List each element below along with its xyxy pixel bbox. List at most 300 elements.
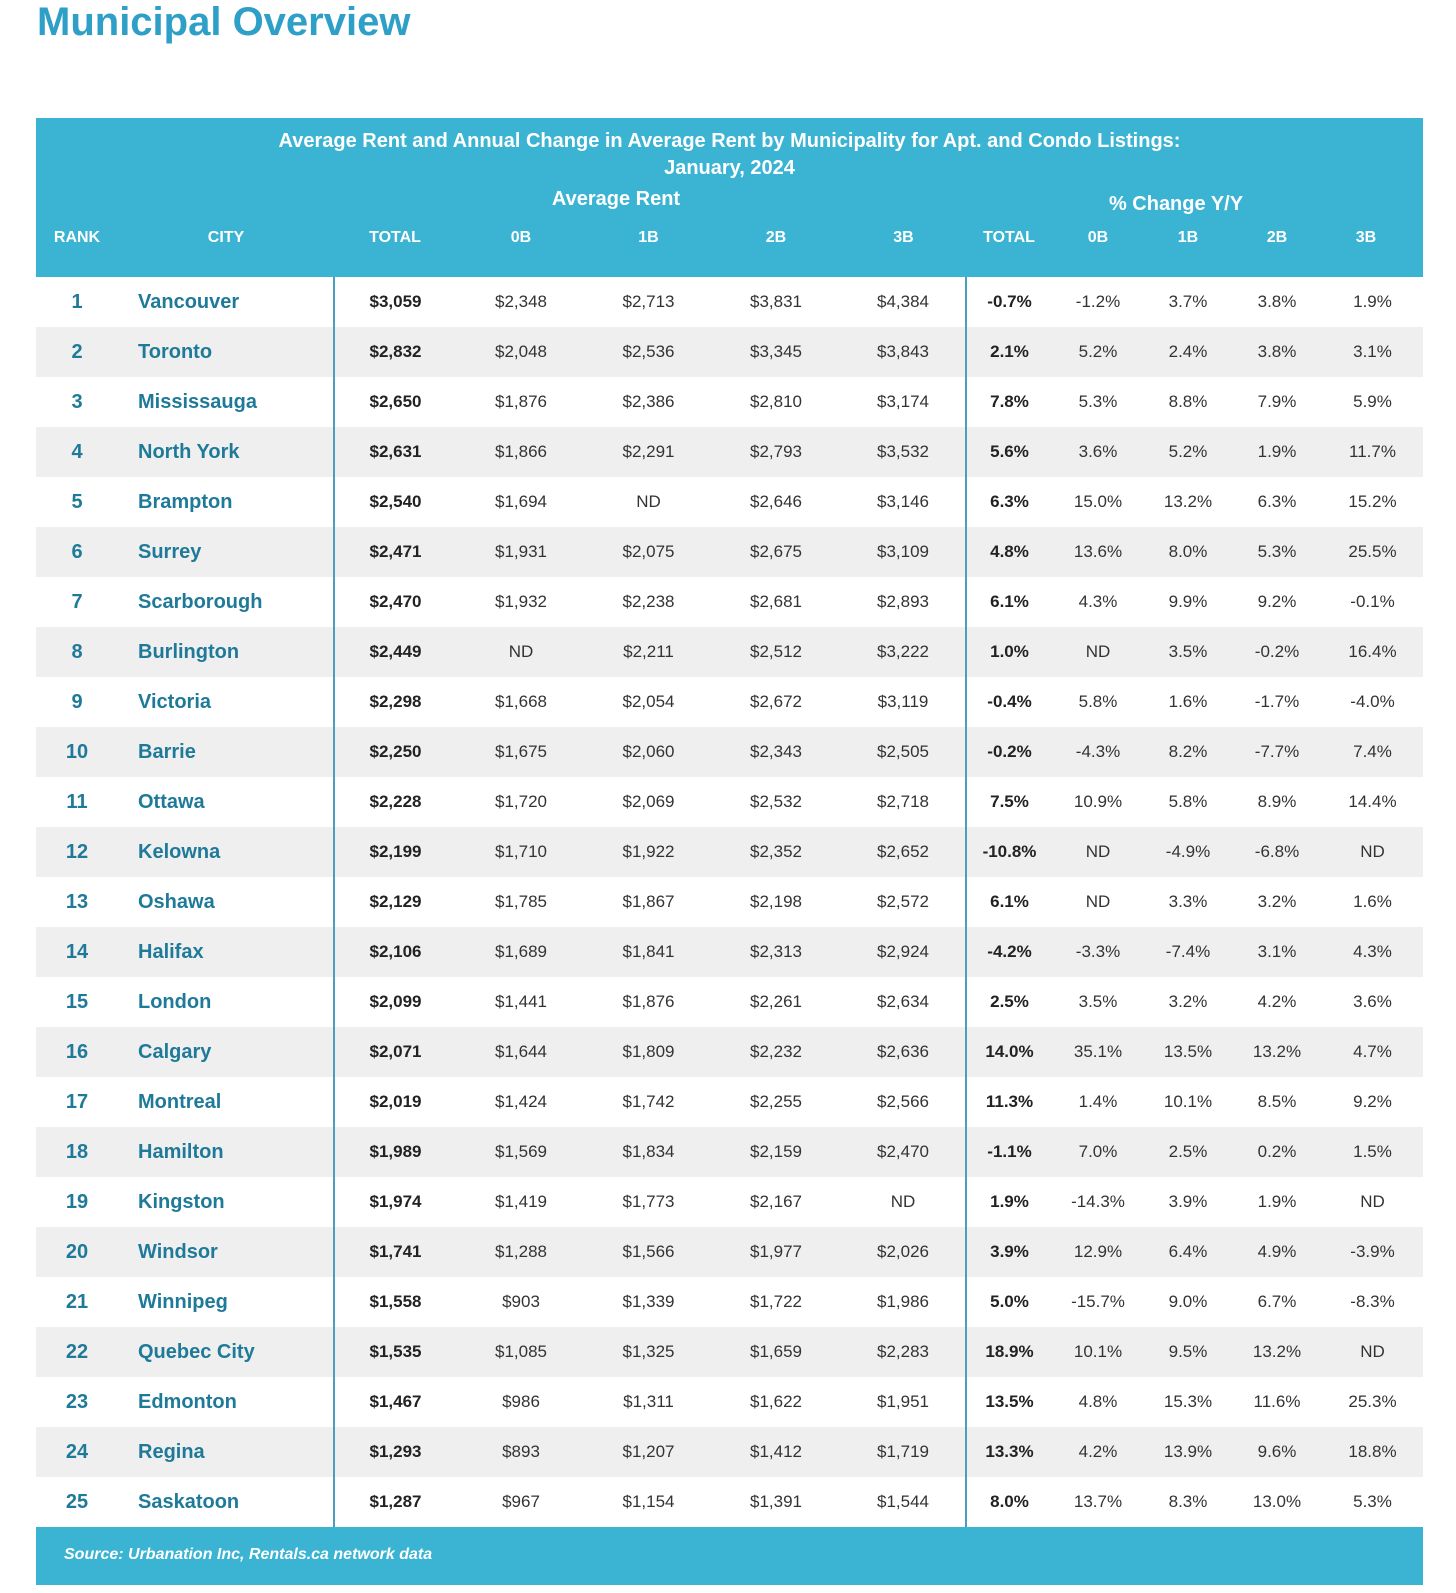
cell-city: Mississauga xyxy=(138,390,257,413)
cell-rank: 3 xyxy=(71,390,83,413)
cell-2b-change: -1.7% xyxy=(1254,692,1300,711)
cell-3b-rent: $3,119 xyxy=(877,692,929,711)
page-title: Municipal Overview xyxy=(37,0,411,44)
cell-1b-rent: $2,060 xyxy=(586,727,711,777)
cell-total-rent: $2,071 xyxy=(334,1027,456,1077)
table-row xyxy=(36,1177,1423,1227)
cell-0b-rent: $986 xyxy=(502,1392,540,1411)
cell-0b-change: 4.8% xyxy=(1078,1392,1118,1411)
cell-3b-change: 14.4% xyxy=(1348,792,1397,811)
table-title-line1: Average Rent and Annual Change in Average Rent by Municipality for Apt. and Condo Listings: xyxy=(278,130,1181,152)
cell-0b-change: 4.2% xyxy=(1052,1427,1144,1477)
cell-total-rent: $1,974 xyxy=(334,1177,456,1227)
cell-total-change: 18.9% xyxy=(966,1327,1052,1377)
data-table xyxy=(36,277,1423,1527)
cell-0b-change: -3.3% xyxy=(1052,927,1144,977)
cell-rank: 14 xyxy=(36,927,118,977)
cell-total-rent: $2,106 xyxy=(334,927,456,977)
table-row xyxy=(36,1477,1423,1527)
cell-1b-change: 3.3% xyxy=(1168,892,1208,911)
cell-total-change: 1.0% xyxy=(966,627,1052,677)
cell-3b-change: 1.5% xyxy=(1322,1127,1423,1177)
cell-1b-change: 3.9% xyxy=(1168,1192,1208,1211)
cell-city: Halifax xyxy=(118,927,334,977)
table-row xyxy=(36,527,1423,577)
cell-total-rent: $2,540 xyxy=(334,477,456,527)
cell-1b-change: -7.4% xyxy=(1144,927,1232,977)
cell-1b-change: 10.1% xyxy=(1163,1092,1213,1111)
cell-total-change: -0.2% xyxy=(966,727,1052,777)
cell-1b-rent: $2,069 xyxy=(622,792,675,811)
cell-3b-rent: $1,951 xyxy=(877,1392,929,1411)
cell-total-change: 6.1% xyxy=(966,877,1052,927)
cell-total-rent: $1,467 xyxy=(334,1377,456,1427)
cell-city: Burlington xyxy=(118,627,334,677)
cell-3b-change: 1.9% xyxy=(1353,292,1392,311)
table-row xyxy=(36,427,1423,477)
cell-total-change: -0.4% xyxy=(966,677,1052,727)
rent-table xyxy=(36,118,1423,1585)
cell-city: Kingston xyxy=(138,1190,225,1213)
cell-2b-rent: $2,793 xyxy=(711,427,841,477)
cell-total-change: 1.9% xyxy=(966,1177,1052,1227)
cell-2b-rent: $1,659 xyxy=(711,1327,841,1377)
cell-3b-rent: $2,566 xyxy=(877,1092,929,1111)
cell-0b-rent: $1,668 xyxy=(495,692,547,711)
cell-1b-change: 1.6% xyxy=(1168,692,1208,711)
cell-total-change: 2.1% xyxy=(966,327,1052,377)
cell-1b-rent: $1,742 xyxy=(622,1092,675,1111)
cell-3b-rent: $2,893 xyxy=(877,592,929,611)
cell-0b-rent: $1,424 xyxy=(495,1092,547,1111)
cell-3b-change: -4.0% xyxy=(1350,692,1395,711)
cell-1b-rent: $2,291 xyxy=(586,427,711,477)
cell-3b-change: 7.4% xyxy=(1322,727,1423,777)
col-header-1b-change: 1B xyxy=(1177,229,1199,246)
cell-0b-change: -15.7% xyxy=(1071,1292,1125,1311)
cell-0b-rent: $1,866 xyxy=(456,427,586,477)
cell-total-rent: $2,250 xyxy=(334,727,456,777)
cell-rank: 13 xyxy=(65,890,89,913)
cell-2b-rent: $2,167 xyxy=(750,1192,802,1211)
cell-2b-change: 3.8% xyxy=(1232,327,1322,377)
cell-1b-change: 8.8% xyxy=(1168,392,1208,411)
cell-3b-change: 4.3% xyxy=(1322,927,1423,977)
cell-total-change: -0.7% xyxy=(966,277,1052,327)
col-header-total-rent: TOTAL xyxy=(369,229,421,246)
cell-2b-rent: $1,722 xyxy=(750,1292,802,1311)
cell-rank: 7 xyxy=(71,590,83,613)
table-footer xyxy=(36,1527,1423,1585)
cell-total-rent: $2,228 xyxy=(334,777,456,827)
cell-3b-change: 25.5% xyxy=(1322,527,1423,577)
cell-2b-change: 3.8% xyxy=(1257,292,1297,311)
cell-city: Calgary xyxy=(118,1027,334,1077)
cell-3b-change: ND xyxy=(1322,1327,1423,1377)
cell-0b-change: 5.8% xyxy=(1078,692,1118,711)
cell-3b-change: 25.3% xyxy=(1348,1392,1397,1411)
cell-rank: 18 xyxy=(36,1127,118,1177)
cell-1b-rent: $1,876 xyxy=(622,992,675,1011)
cell-1b-change: 13.5% xyxy=(1144,1027,1232,1077)
col-header-city: CITY xyxy=(207,229,245,246)
table-row xyxy=(36,1427,1423,1477)
col-header-0b-rent: 0B xyxy=(510,229,532,246)
cell-1b-rent: $1,773 xyxy=(622,1192,675,1211)
cell-1b-change: 8.3% xyxy=(1168,1492,1208,1511)
cell-2b-rent: $2,512 xyxy=(711,627,841,677)
cell-0b-rent: $903 xyxy=(502,1292,540,1311)
table-row xyxy=(36,477,1423,527)
cell-0b-rent: $1,644 xyxy=(456,1027,586,1077)
col-header-2b-change: 2B xyxy=(1266,229,1288,246)
col-header-total-change: TOTAL xyxy=(983,229,1035,246)
cell-total-rent: $1,989 xyxy=(334,1127,456,1177)
cell-total-rent: $1,535 xyxy=(334,1327,456,1377)
table-row xyxy=(36,777,1423,827)
cell-total-change: 6.3% xyxy=(966,477,1052,527)
cell-3b-change: 1.6% xyxy=(1353,892,1392,911)
cell-city: North York xyxy=(118,427,334,477)
table-row xyxy=(36,1127,1423,1177)
cell-0b-rent: $1,931 xyxy=(456,527,586,577)
cell-2b-change: 13.2% xyxy=(1232,1027,1322,1077)
group-header-change: % Change Y/Y xyxy=(1108,193,1244,215)
cell-0b-change: -14.3% xyxy=(1071,1192,1125,1211)
cell-0b-change: 4.3% xyxy=(1078,592,1118,611)
cell-1b-change: 5.2% xyxy=(1144,427,1232,477)
cell-2b-change: 11.6% xyxy=(1253,1392,1301,1411)
cell-city: London xyxy=(138,990,212,1013)
cell-1b-change: 13.9% xyxy=(1144,1427,1232,1477)
cell-total-change: 5.6% xyxy=(966,427,1052,477)
cell-city: Oshawa xyxy=(138,890,215,913)
cell-city: Saskatoon xyxy=(138,1490,240,1513)
cell-total-change: 8.0% xyxy=(966,1477,1052,1527)
cell-0b-change: ND xyxy=(1085,892,1111,911)
table-title-line2: January, 2024 xyxy=(664,157,795,179)
cell-2b-rent: $3,831 xyxy=(750,292,802,311)
cell-0b-change: 3.5% xyxy=(1078,992,1118,1011)
table-row xyxy=(36,627,1423,677)
cell-total-rent: $2,650 xyxy=(334,377,456,427)
cell-2b-change: -6.8% xyxy=(1232,827,1322,877)
cell-total-rent: $2,832 xyxy=(334,327,456,377)
cell-rank: 17 xyxy=(65,1090,89,1113)
cell-rank: 5 xyxy=(71,490,83,513)
cell-0b-rent: $1,876 xyxy=(495,392,547,411)
cell-1b-change: -4.9% xyxy=(1144,827,1232,877)
cell-rank: 10 xyxy=(36,727,118,777)
cell-3b-change: 11.7% xyxy=(1322,427,1423,477)
cell-city: Surrey xyxy=(118,527,334,577)
cell-3b-rent: $2,026 xyxy=(841,1227,966,1277)
col-header-2b-rent: 2B xyxy=(765,229,787,246)
cell-1b-rent: $1,867 xyxy=(622,892,675,911)
cell-rank: 23 xyxy=(65,1390,89,1413)
table-row xyxy=(36,827,1423,877)
table-row xyxy=(36,727,1423,777)
table-row xyxy=(36,1327,1423,1377)
col-header-rank: RANK xyxy=(53,229,101,246)
cell-3b-rent: $3,843 xyxy=(841,327,966,377)
cell-2b-rent: $1,622 xyxy=(750,1392,802,1411)
cell-3b-change: 15.2% xyxy=(1348,492,1397,511)
cell-2b-change: -0.2% xyxy=(1232,627,1322,677)
cell-0b-change: 15.0% xyxy=(1073,492,1123,511)
cell-1b-rent: $1,841 xyxy=(586,927,711,977)
cell-1b-rent: $2,075 xyxy=(586,527,711,577)
table-row xyxy=(36,277,1423,327)
cell-rank: 15 xyxy=(65,990,89,1013)
cell-0b-change: 5.3% xyxy=(1078,392,1118,411)
cell-1b-rent: $1,311 xyxy=(623,1392,674,1411)
cell-city: Toronto xyxy=(118,327,334,377)
cell-2b-change: 7.9% xyxy=(1257,392,1297,411)
cell-2b-change: 4.9% xyxy=(1232,1227,1322,1277)
cell-total-change: 7.8% xyxy=(966,377,1052,427)
cell-1b-rent: $2,211 xyxy=(586,627,711,677)
cell-3b-rent: $3,222 xyxy=(841,627,966,677)
cell-3b-rent: $2,924 xyxy=(841,927,966,977)
cell-0b-rent: $967 xyxy=(502,1492,540,1511)
cell-2b-change: 8.9% xyxy=(1257,792,1297,811)
cell-city: Victoria xyxy=(138,690,211,713)
cell-0b-change: 35.1% xyxy=(1052,1027,1144,1077)
cell-0b-change: ND xyxy=(1052,827,1144,877)
cell-3b-change: ND xyxy=(1360,1192,1385,1211)
cell-city: Montreal xyxy=(138,1090,222,1113)
cell-1b-change: 3.2% xyxy=(1168,992,1208,1011)
cell-3b-rent: $3,109 xyxy=(841,527,966,577)
cell-1b-rent: $1,566 xyxy=(586,1227,711,1277)
cell-total-rent: $2,129 xyxy=(334,877,456,927)
cell-1b-rent: $1,339 xyxy=(622,1292,675,1311)
col-header-1b-rent: 1B xyxy=(638,229,659,246)
cell-rank: 4 xyxy=(36,427,118,477)
cell-city: Kelowna xyxy=(118,827,334,877)
cell-total-change: 13.3% xyxy=(966,1427,1052,1477)
cell-total-change: 11.3% xyxy=(966,1077,1052,1127)
cell-total-rent: $2,631 xyxy=(334,427,456,477)
cell-3b-rent: $2,505 xyxy=(841,727,966,777)
cell-total-change: -10.8% xyxy=(966,827,1052,877)
cell-total-change: 7.5% xyxy=(966,777,1052,827)
cell-0b-change: 5.2% xyxy=(1052,327,1144,377)
cell-1b-rent: $1,834 xyxy=(586,1127,711,1177)
cell-0b-rent: $1,689 xyxy=(456,927,586,977)
cell-3b-change: 3.1% xyxy=(1322,327,1423,377)
cell-3b-rent: $4,384 xyxy=(877,292,929,311)
cell-2b-change: 5.3% xyxy=(1232,527,1322,577)
cell-total-rent: $2,471 xyxy=(334,527,456,577)
table-row xyxy=(36,577,1423,627)
cell-rank: 6 xyxy=(36,527,118,577)
cell-city: Brampton xyxy=(138,490,233,513)
cell-2b-rent: $2,352 xyxy=(711,827,841,877)
cell-3b-rent: $3,532 xyxy=(841,427,966,477)
cell-1b-change: 9.5% xyxy=(1144,1327,1232,1377)
table-title xyxy=(36,128,1423,182)
cell-2b-rent: $2,681 xyxy=(750,592,802,611)
cell-3b-rent: $2,634 xyxy=(877,992,929,1011)
cell-3b-change: 4.7% xyxy=(1322,1027,1423,1077)
cell-3b-change: 3.6% xyxy=(1353,992,1392,1011)
cell-2b-rent: $2,255 xyxy=(750,1092,802,1111)
cell-1b-change: 15.3% xyxy=(1163,1392,1213,1411)
cell-total-change: -4.2% xyxy=(966,927,1052,977)
cell-city: Winnipeg xyxy=(138,1290,228,1313)
cell-2b-change: 9.6% xyxy=(1232,1427,1322,1477)
cell-3b-change: 5.3% xyxy=(1353,1492,1392,1511)
cell-0b-rent: $1,288 xyxy=(456,1227,586,1277)
cell-3b-change: 5.9% xyxy=(1353,392,1392,411)
cell-0b-rent: $1,085 xyxy=(456,1327,586,1377)
cell-total-rent: $1,558 xyxy=(334,1277,456,1327)
cell-total-rent: $2,019 xyxy=(334,1077,456,1127)
cell-2b-rent: $1,412 xyxy=(711,1427,841,1477)
cell-1b-rent: $1,154 xyxy=(622,1492,675,1511)
cell-1b-change: 9.9% xyxy=(1168,592,1208,611)
cell-3b-rent: $2,572 xyxy=(877,892,929,911)
cell-city: Scarborough xyxy=(138,590,263,613)
cell-rank: 21 xyxy=(65,1290,89,1313)
cell-0b-rent: $1,675 xyxy=(456,727,586,777)
cell-3b-rent: $1,986 xyxy=(877,1292,929,1311)
cell-3b-rent: $1,544 xyxy=(877,1492,929,1511)
cell-3b-change: -3.9% xyxy=(1322,1227,1423,1277)
cell-1b-change: 13.2% xyxy=(1163,492,1213,511)
cell-total-change: 4.8% xyxy=(966,527,1052,577)
cell-1b-change: 3.5% xyxy=(1144,627,1232,677)
cell-1b-change: 9.0% xyxy=(1168,1292,1208,1311)
cell-1b-rent: $1,207 xyxy=(586,1427,711,1477)
cell-rank: 11 xyxy=(66,790,88,813)
cell-0b-rent: $2,348 xyxy=(495,292,547,311)
cell-2b-rent: $2,675 xyxy=(711,527,841,577)
cell-0b-change: 1.4% xyxy=(1078,1092,1118,1111)
cell-1b-change: 6.4% xyxy=(1144,1227,1232,1277)
cell-2b-rent: $2,343 xyxy=(711,727,841,777)
cell-3b-change: 16.4% xyxy=(1322,627,1423,677)
cell-total-rent: $2,449 xyxy=(334,627,456,677)
table-row xyxy=(36,1377,1423,1427)
cell-2b-rent: $2,232 xyxy=(711,1027,841,1077)
cell-3b-change: -8.3% xyxy=(1350,1292,1395,1311)
group-header-average-rent: Average Rent xyxy=(551,188,681,210)
cell-city: Ottawa xyxy=(138,790,205,813)
table-row xyxy=(36,377,1423,427)
table-row xyxy=(36,927,1423,977)
cell-0b-change: 12.9% xyxy=(1052,1227,1144,1277)
table-header xyxy=(36,118,1423,277)
cell-total-change: 5.0% xyxy=(966,1277,1052,1327)
cell-2b-change: 1.9% xyxy=(1232,427,1322,477)
cell-city: Barrie xyxy=(118,727,334,777)
cell-3b-rent: $1,719 xyxy=(841,1427,966,1477)
cell-city: Windsor xyxy=(118,1227,334,1277)
cell-1b-rent: $2,386 xyxy=(622,392,675,411)
col-header-3b-change: 3B xyxy=(1355,229,1377,246)
cell-rank: 20 xyxy=(36,1227,118,1277)
cell-total-change: 2.5% xyxy=(966,977,1052,1027)
cell-3b-change: 18.8% xyxy=(1322,1427,1423,1477)
cell-city: Hamilton xyxy=(118,1127,334,1177)
cell-total-change: 3.9% xyxy=(966,1227,1052,1277)
cell-0b-rent: $2,048 xyxy=(456,327,586,377)
cell-0b-change: 10.9% xyxy=(1073,792,1123,811)
cell-0b-rent: $1,720 xyxy=(495,792,547,811)
cell-0b-rent: $1,569 xyxy=(456,1127,586,1177)
table-row xyxy=(36,1227,1423,1277)
cell-total-rent: $2,099 xyxy=(334,977,456,1027)
table-row xyxy=(36,1077,1423,1127)
cell-total-rent: $2,470 xyxy=(334,577,456,627)
cell-2b-change: 9.2% xyxy=(1257,592,1297,611)
cell-city: Edmonton xyxy=(138,1390,237,1413)
cell-0b-rent: $1,932 xyxy=(495,592,547,611)
cell-1b-change: 8.2% xyxy=(1144,727,1232,777)
cell-total-rent: $1,287 xyxy=(334,1477,456,1527)
cell-3b-rent: $2,636 xyxy=(841,1027,966,1077)
cell-1b-change: 3.7% xyxy=(1168,292,1208,311)
cell-rank: 25 xyxy=(65,1490,89,1513)
cell-rank: 1 xyxy=(71,290,83,313)
cell-2b-change: 13.0% xyxy=(1252,1492,1302,1511)
cell-total-rent: $3,059 xyxy=(334,277,456,327)
cell-2b-rent: $1,391 xyxy=(750,1492,802,1511)
cell-0b-rent: $893 xyxy=(456,1427,586,1477)
cell-rank: 2 xyxy=(36,327,118,377)
cell-1b-rent: $2,238 xyxy=(622,592,675,611)
cell-0b-change: 13.6% xyxy=(1052,527,1144,577)
cell-0b-change: -1.2% xyxy=(1075,292,1121,311)
cell-rank: 22 xyxy=(36,1327,118,1377)
table-row xyxy=(36,677,1423,727)
cell-0b-change: 10.1% xyxy=(1052,1327,1144,1377)
cell-1b-change: 5.8% xyxy=(1168,792,1208,811)
cell-0b-rent: $1,694 xyxy=(495,492,547,511)
cell-total-rent: $2,199 xyxy=(334,827,456,877)
cell-2b-change: 3.2% xyxy=(1257,892,1297,911)
cell-total-rent: $2,298 xyxy=(334,677,456,727)
cell-total-rent: $1,741 xyxy=(334,1227,456,1277)
cell-rank: 8 xyxy=(36,627,118,677)
cell-2b-rent: $2,646 xyxy=(750,492,802,511)
cell-3b-change: 9.2% xyxy=(1353,1092,1392,1111)
table-row xyxy=(36,327,1423,377)
cell-2b-change: 4.2% xyxy=(1257,992,1297,1011)
cell-0b-change: ND xyxy=(1052,627,1144,677)
cell-0b-change: -4.3% xyxy=(1052,727,1144,777)
cell-2b-rent: $3,345 xyxy=(711,327,841,377)
cell-3b-rent: $2,652 xyxy=(841,827,966,877)
cell-1b-rent: $2,536 xyxy=(586,327,711,377)
cell-1b-change: 2.4% xyxy=(1144,327,1232,377)
cell-2b-rent: $2,313 xyxy=(711,927,841,977)
cell-3b-rent: $2,470 xyxy=(841,1127,966,1177)
cell-0b-rent: ND xyxy=(456,627,586,677)
cell-1b-rent: ND xyxy=(636,492,661,511)
cell-1b-rent: $1,325 xyxy=(586,1327,711,1377)
table-row xyxy=(36,877,1423,927)
cell-2b-rent: $2,159 xyxy=(711,1127,841,1177)
table-row xyxy=(36,977,1423,1027)
cell-2b-rent: $1,977 xyxy=(711,1227,841,1277)
cell-2b-change: 3.1% xyxy=(1232,927,1322,977)
cell-rank: 24 xyxy=(36,1427,118,1477)
cell-1b-rent: $1,809 xyxy=(586,1027,711,1077)
